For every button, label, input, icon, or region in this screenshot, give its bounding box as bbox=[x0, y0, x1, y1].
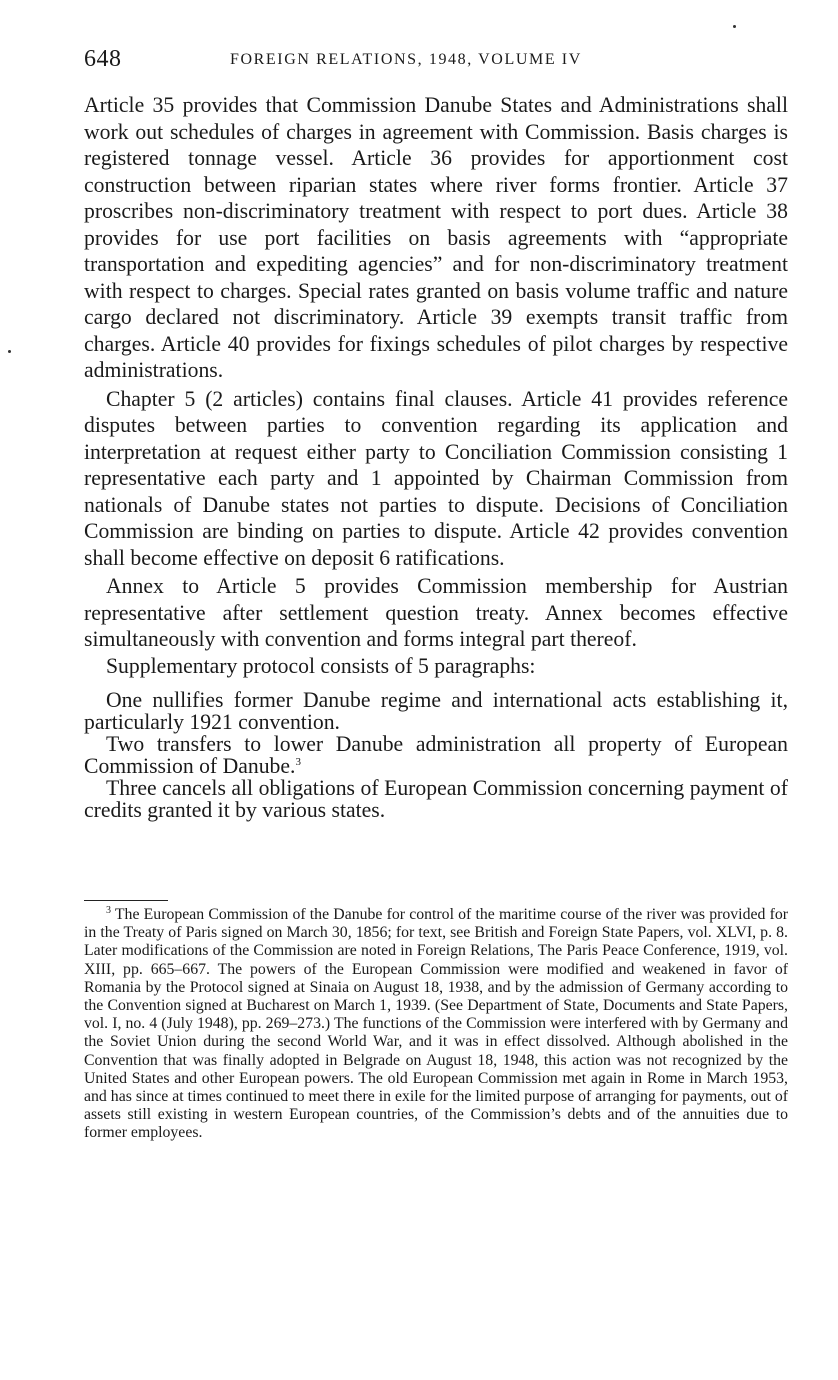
paragraph-annex: Annex to Article 5 provides Commission membership for Austrian representative after settlement question treaty. Annex becomes effective simultaneously with convention and forms integral part thereof. bbox=[84, 574, 788, 651]
body-text bbox=[84, 92, 788, 821]
scan-speck bbox=[733, 25, 736, 28]
footnote bbox=[84, 906, 788, 1143]
protocol-item-two bbox=[84, 733, 788, 777]
page-number: 648 bbox=[84, 46, 122, 72]
footnote-divider bbox=[84, 900, 168, 901]
protocol-item-three: Three cancels all obligations of European Commission concerning payment of credits granted it by various states. bbox=[84, 776, 788, 822]
running-head: FOREIGN RELATIONS, 1948, VOLUME IV bbox=[230, 51, 582, 68]
paragraph-chapter-5: Chapter 5 (2 articles) contains final clauses. Article 41 provides reference disputes between parties to convention regarding its application and interpretation at request either party to Conciliation Commission consisting 1 representative each party and 1 appointed by Chairman Commission from nationals of Danube states not parties to dispute. Decisions of Conciliation Commission are binding on parties to dispute. Article 42 provides convention shall become effective on deposit 6 ratifications. bbox=[84, 386, 788, 570]
protocol-list bbox=[84, 689, 788, 821]
footnote-text: The European Commission of the Danube for control of the maritime course of the river was provided for in the Treaty of Paris signed on March 30, 1856; for text, see British and Foreign State Papers, vol. XLVI, p. 8. Later modifications of the Commission are noted in Foreign Relations, The Paris Peace Conference, 1919, vol. XIII, pp. 665–667. The powers of the European Commission were modified and weakened in favor of Romania by the Protocol signed at Sinaia on August 18, 1938, and by the admission of Germany according to the Convention signed at Bucharest on March 1, 1939. (See Department of State, Documents and State Papers, vol. I, no. 4 (July 1948), pp. 269–273.) The functions of the Commission were interfered with by Germany and the Soviet Union during the second World War, and it was in effect dissolved. Although abolished in the Convention that was finally adopted in Belgrade on August 18, 1948, this action was not recognized by the United States and other European powers. The old European Commission met again in Rome in March 1953, and has since at times continued to meet there in exile for the limited purpose of arranging for payments, out of assets still existing in western European countries, of the Commission’s debts and of the annuities due to former employees. bbox=[84, 906, 788, 1142]
page-header bbox=[84, 46, 788, 76]
paragraph-article-35-40: Article 35 provides that Commission Danube States and Administrations shall work out schedules of charges in agreement with Commission. Basis charges is registered tonnage vessel. Article 36 provides for apportionment cost construction between riparian states where river forms frontier. Article 37 proscribes non-discriminatory treatment with respect to port dues. Article 38 provides for use port facilities on basis agreements with “appropriate transportation and expediting agencies” and for non-discriminatory treatment with respect to charges. Special rates granted on basis volume traffic and nature cargo declared not discriminatory. Article 39 exempts transit traffic from charges. Article 40 provides for fixings schedules of pilot charges by respective administrations. bbox=[84, 93, 788, 382]
protocol-item-one: One nullifies former Danube regime and international acts establishing it, particularly 1921 convention. bbox=[84, 688, 788, 734]
protocol-item-two-text: Two transfers to lower Danube administration all property of European Commission of Danube. bbox=[84, 732, 788, 778]
scan-speck bbox=[8, 350, 11, 353]
paragraph-supplementary-protocol: Supplementary protocol consists of 5 paragraphs: bbox=[106, 653, 536, 678]
footnote-reference[interactable]: 3 bbox=[295, 755, 301, 768]
footnote-mark: 3 bbox=[106, 905, 111, 916]
